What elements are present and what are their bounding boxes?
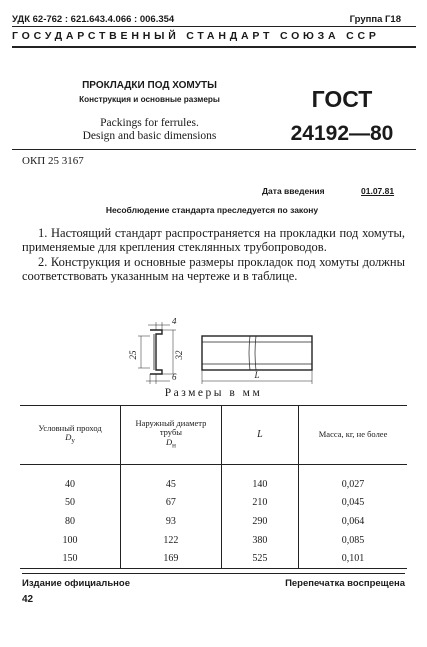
law-note: Несоблюдение стандарта преследуется по закону [105, 205, 319, 215]
cross-section-profile [150, 330, 162, 374]
table-cell: 0,045 [299, 494, 407, 513]
table-cell: 380 [221, 531, 298, 550]
header-nominal-bore [20, 406, 121, 465]
table-cell: 0,027 [299, 465, 407, 494]
table-cell: 0,085 [299, 531, 407, 550]
table-header-row [20, 406, 407, 465]
table-cell: 169 [121, 549, 222, 568]
udk-code: УДК 62-762 : 621.643.4.066 : 006.354 [12, 14, 175, 25]
intro-date-label: Дата введения [262, 186, 325, 196]
header-outer-diameter-symbol: D [165, 436, 173, 447]
okp-code: ОКП 25 3167 [22, 155, 84, 167]
dim-top-label: 4 [172, 318, 177, 326]
header-nominal-bore-sub: у [71, 436, 75, 445]
table-row [20, 512, 407, 531]
packing-drawing [110, 318, 320, 388]
title-block-rule [12, 149, 416, 150]
group-code: Группа Г18 [349, 14, 401, 25]
table-cell: 45 [121, 465, 222, 494]
page-number: 42 [22, 594, 34, 605]
table-cell: 0,101 [299, 549, 407, 568]
intro-date-value: 01.07.81 [361, 186, 395, 196]
state-standard-heading: ГОСУДАРСТВЕННЫЙ СТАНДАРТ СОЮЗА ССР [12, 30, 380, 42]
table-cell: 40 [65, 478, 76, 490]
table-cell: 140 [221, 465, 298, 494]
title-en [52, 117, 247, 143]
header-nominal-bore-text: Условный проход [38, 422, 102, 433]
table-cell: 210 [221, 494, 298, 513]
title-ru: ПРОКЛАДКИ ПОД ХОМУТЫ [82, 80, 217, 91]
table-cell: 100 [62, 534, 78, 546]
side-view-break-1 [249, 336, 250, 370]
table-cell: 525 [221, 549, 298, 568]
table-cell: 80 [65, 515, 76, 527]
table-cell: 290 [221, 512, 298, 531]
header-outer-diameter-text: Наружный диаметр [135, 417, 207, 428]
table-body [20, 465, 407, 569]
header-mass: Масса, кг, не более [299, 406, 407, 465]
table-row [20, 465, 407, 494]
gost-label: ГОСТ [311, 86, 373, 112]
title-en-line1: Packings for ferrules. [100, 117, 199, 129]
reprint-notice: Перепечатка воспрещена [285, 578, 405, 589]
header-rule [12, 46, 416, 48]
table-cell: 122 [121, 531, 222, 550]
header-top-rule [12, 26, 416, 27]
gost-number: 24192—80 [290, 122, 394, 145]
table-row [20, 549, 407, 568]
side-view-break-2 [255, 336, 256, 370]
dim-height-label: 32 [174, 350, 184, 360]
header-length: L [221, 406, 298, 465]
sizes-table [20, 405, 407, 569]
table-cell: 93 [121, 512, 222, 531]
table-cell: 67 [121, 494, 222, 513]
header-outer-diameter-text2: трубы [159, 427, 182, 438]
header-outer-diameter-sub: н [172, 441, 176, 450]
title-en-line2: Design and basic dimensions [82, 130, 217, 142]
table-cell: 150 [62, 553, 78, 565]
table-row [20, 494, 407, 513]
table-cell: 50 [65, 497, 76, 509]
dim-bottom-label: 6 [172, 372, 177, 382]
official-edition: Издание официальное [22, 578, 130, 589]
dim-length-label: L [254, 370, 260, 380]
subtitle-ru: Конструкция и основные размеры [79, 95, 220, 104]
table-row [20, 531, 407, 550]
table-cell: 0,064 [299, 512, 407, 531]
paragraph-1: 1. Настоящий стандарт распространяется на прокладки под хомуты, применяемые для крепления стеклянных трубопроводов. [22, 226, 405, 254]
table-caption: Размеры в мм [164, 387, 263, 399]
paragraph-2: 2. Конструкция и основные размеры прокладок под хомуты должны соответствовать указанным на чертеже и в таблице. [22, 255, 405, 283]
side-view-outline [202, 336, 312, 370]
header-outer-diameter [121, 406, 222, 465]
header-nominal-bore-symbol: D [65, 432, 72, 443]
footer-rule [22, 573, 405, 574]
dim-left-label: 25 [128, 350, 138, 360]
